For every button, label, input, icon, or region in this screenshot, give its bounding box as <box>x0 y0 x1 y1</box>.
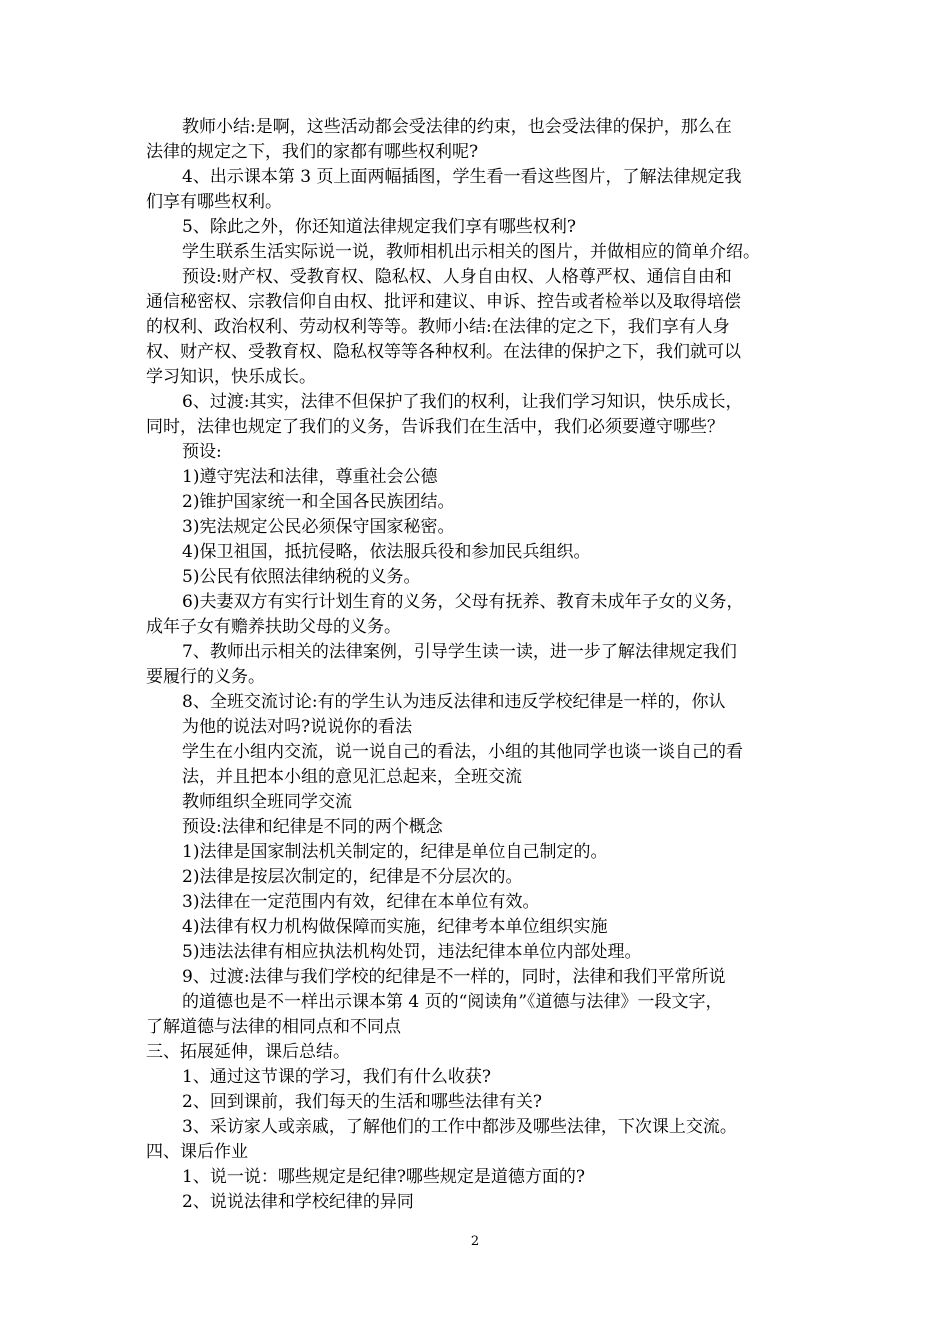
text-line: 预设:财产权、受教育权、隐私权、人身自由权、人格尊严权、通信自由和 <box>182 267 732 287</box>
text-line: 预设:法律和纪律是不同的两个概念 <box>182 817 443 837</box>
text-line: 预设: <box>182 442 222 462</box>
text-line: 要履行的义务。 <box>146 667 265 687</box>
text-line: 3)宪法规定公民必须保守国家秘密。 <box>182 517 455 537</box>
text-line: 2)法律是按层次制定的，纪律是不分层次的。 <box>182 867 523 887</box>
text-line: 3)法律在一定范围内有效，纪律在本单位有效。 <box>182 892 540 912</box>
text-line: 5)违法法律有相应执法机构处罚，违法纪律本单位内部处理。 <box>182 942 642 962</box>
text-line: 同时，法律也规定了我们的义务，告诉我们在生活中，我们必须要遵守哪些？ <box>146 417 724 437</box>
text-line: 9、过渡:法律与我们学校的纪律是不一样的，同时，法律和我们平常所说 <box>182 967 726 987</box>
text-line: 的道德也是不一样出示课本第 4 页的“阅读角”《道德与法律》一段文字， <box>182 992 723 1012</box>
text-line: 3、采访家人或亲戚，了解他们的工作中都涉及哪些法律，下次课上交流。 <box>182 1117 737 1137</box>
text-line: 通信秘密权、宗教信仰自由权、批评和建议、申诉、控告或者检举以及取得培偿 <box>146 292 741 312</box>
text-line: 1、说一说：哪些规定是纪律?哪些规定是道德方面的? <box>182 1167 586 1187</box>
text-line: 学生在小组内交流，说一说自己的看法，小组的其他同学也谈一谈自己的看 <box>182 742 743 762</box>
text-line: 教师小结:是啊，这些活动都会受法律的约束，也会受法律的保护，那么在 <box>182 117 732 137</box>
text-line: 7、教师出示相关的法律案例，引导学生读一读，进一步了解法律规定我们 <box>182 642 737 662</box>
text-line: 1、通过这节课的学习，我们有什么收获? <box>182 1067 491 1087</box>
text-line: 4、出示课本第 3 页上面两幅插图，学生看一看这些图片，了解法律规定我 <box>182 167 742 187</box>
text-line: 2)锥护国家统一和全国各民族团结。 <box>182 492 455 512</box>
text-line: 成年子女有赡养扶助父母的义务。 <box>146 617 401 637</box>
text-line: 的权利、政治权利、劳动权利等等。教师小结:在法律的定之下，我们享有人身 <box>146 317 730 337</box>
text-line: 5)公民有依照法律纳税的义务。 <box>182 567 421 587</box>
text-line: 们享有哪些权利。 <box>146 192 282 212</box>
text-line: 权、财产权、受教育权、隐私权等等各种权利。在法律的保护之下，我们就可以 <box>146 342 741 362</box>
text-line: 6)夫妻双方有实行计划生育的义务，父母有抚养、教育未成年子女的义务， <box>182 592 744 612</box>
text-line: 1)遵守宪法和法律，尊重社会公德 <box>182 467 438 487</box>
text-line: 为他的说法对吗?说说你的看法 <box>182 717 413 737</box>
text-line: 5、除此之外，你还知道法律规定我们享有哪些权利? <box>182 217 576 237</box>
section-heading: 三、拓展延伸，课后总结。 <box>146 1042 350 1062</box>
text-line: 1)法律是国家制法机关制定的，纪律是单位自己制定的。 <box>182 842 608 862</box>
text-line: 2、回到课前，我们每天的生活和哪些法律有关? <box>182 1092 542 1112</box>
text-line: 6、过渡:其实，法律不但保护了我们的权利，让我们学习知识，快乐成长， <box>182 392 743 412</box>
text-line: 4)保卫祖国，抵抗侵略，依法服兵役和参加民兵组织。 <box>182 542 591 562</box>
text-line: 法，并且把本小组的意见汇总起来，全班交流 <box>182 767 522 787</box>
text-line: 学习知识，快乐成长。 <box>146 367 316 387</box>
text-line: 了解道德与法律的相同点和不同点 <box>146 1017 401 1037</box>
text-line: 4)法律有权力机构做保障而实施，纪律考本单位组织实施 <box>182 917 608 937</box>
text-line: 法律的规定之下，我们的家都有哪些权利呢? <box>146 142 479 162</box>
text-line: 2、说说法律和学校纪律的异同 <box>182 1192 414 1212</box>
text-line: 教师组织全班同学交流 <box>182 792 352 812</box>
text-line: 学生联系生活实际说一说，教师相机出示相关的图片，并做相应的简单介绍。 <box>182 242 760 262</box>
text-line: 8、全班交流讨论:有的学生认为违反法律和违反学校纪律是一样的，你认 <box>182 692 726 712</box>
section-heading: 四、课后作业 <box>146 1142 248 1162</box>
page-number: 2 <box>470 1234 480 1249</box>
